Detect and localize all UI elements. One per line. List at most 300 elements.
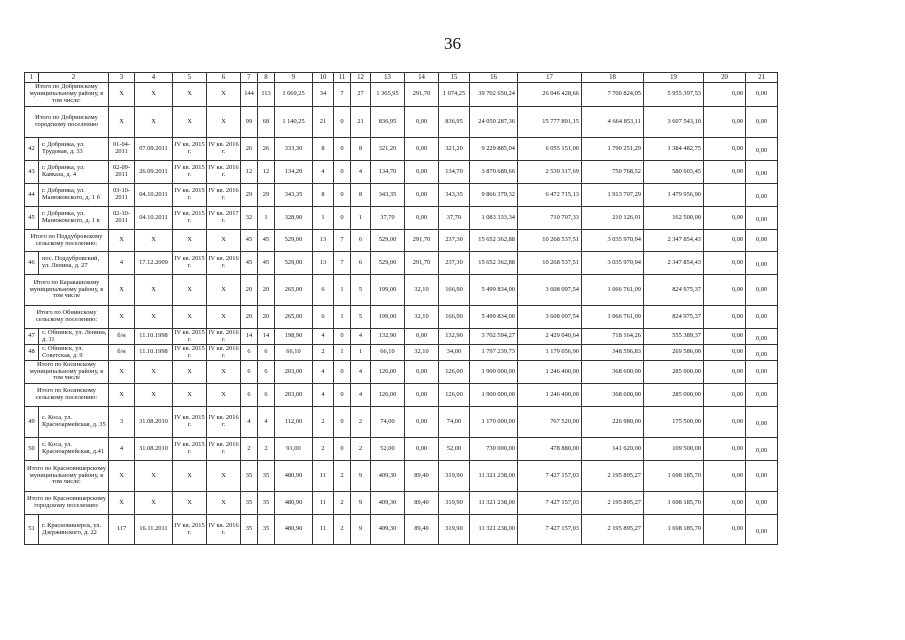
cell-c11: 2 — [334, 461, 351, 492]
cell-c7: 6 — [241, 361, 258, 384]
cell-c5: IV кв. 2015 г. — [173, 438, 207, 461]
cell-c4: 11.10.1998 — [135, 345, 173, 361]
subtotal-label: Итого по Косинскому муниципальному району, в том числе — [25, 361, 109, 384]
cell-c20: 0,00 — [704, 407, 746, 438]
cell-c6: X — [207, 306, 241, 329]
cell-c9: 529,00 — [275, 230, 313, 252]
cell-c21 — [746, 83, 778, 107]
cell-c8: 68 — [258, 107, 275, 138]
cell-c10: 34 — [313, 83, 334, 107]
column-number-row — [25, 73, 778, 83]
cell-c18: 1 066 761,09 — [582, 306, 644, 329]
cell-c21-value: 0,00 — [755, 117, 768, 125]
cell-c5: X — [173, 492, 207, 515]
cell-c19: 580 603,45 — [644, 161, 704, 184]
cell-c13: 1 365,95 — [371, 83, 405, 107]
cell-c12: 6 — [351, 252, 371, 275]
cell-c3: 02-10-2011 — [109, 207, 135, 230]
cell-c11: 0 — [334, 138, 351, 161]
cell-c6: X — [207, 275, 241, 306]
cell-c15: 319,90 — [439, 492, 470, 515]
cell-c14: 0,00 — [405, 407, 439, 438]
cell-c19: 162 500,00 — [644, 207, 704, 230]
cell-c21 — [746, 492, 778, 515]
cell-c21-value: 0,00 — [755, 420, 768, 428]
cell-c5: IV кв. 2015 г. — [173, 161, 207, 184]
cell-c7: 2 — [241, 438, 258, 461]
cell-c15: 321,20 — [439, 138, 470, 161]
cell-c13: 343,35 — [371, 184, 405, 207]
address-cell: г. Добринка, ул. Трудовая, д. 33 — [39, 138, 109, 161]
cell-c5: IV кв. 2015 г. — [173, 515, 207, 545]
cell-c7: 144 — [241, 83, 258, 107]
cell-c10: 11 — [313, 515, 334, 545]
cell-c21-value: 0,00 — [755, 285, 768, 293]
table-row — [25, 184, 778, 207]
table-row — [25, 515, 778, 545]
cell-c4: X — [135, 107, 173, 138]
cell-c20: 0,00 — [704, 438, 746, 461]
cell-c14: 32,10 — [405, 275, 439, 306]
cell-c4: 11.10.1998 — [135, 329, 173, 345]
cell-c9: 112,00 — [275, 407, 313, 438]
cell-c7: 6 — [241, 345, 258, 361]
cell-c20: 0,00 — [704, 461, 746, 492]
cell-c9: 134,20 — [275, 161, 313, 184]
cell-c13: 409,30 — [371, 515, 405, 545]
cell-c21 — [746, 230, 778, 252]
cell-c21 — [746, 361, 778, 384]
page-number: 36 — [444, 34, 461, 53]
cell-c9: 328,90 — [275, 207, 313, 230]
cell-c20: 0,00 — [704, 275, 746, 306]
cell-c4: X — [135, 361, 173, 384]
subtotal-row — [25, 361, 778, 384]
cell-c21 — [746, 384, 778, 407]
column-number: 11 — [334, 73, 351, 83]
cell-c18: 3 035 970,94 — [582, 252, 644, 275]
cell-c13: 74,00 — [371, 407, 405, 438]
row-number: 43 — [25, 161, 39, 184]
cell-c19: 1 698 185,70 — [644, 492, 704, 515]
cell-c13: 66,10 — [371, 345, 405, 361]
cell-c15: 237,30 — [439, 230, 470, 252]
cell-c6: X — [207, 384, 241, 407]
cell-c10: 2 — [313, 345, 334, 361]
cell-c20: 0,00 — [704, 515, 746, 545]
cell-c14: 89,40 — [405, 492, 439, 515]
column-number: 3 — [109, 73, 135, 83]
cell-c9: 1 669,25 — [275, 83, 313, 107]
cell-c19: 824 975,37 — [644, 306, 704, 329]
cell-c7: 45 — [241, 252, 258, 275]
address-cell: с. Коса, ул. Красноармейская, д.41 — [39, 438, 109, 461]
cell-c5: X — [173, 461, 207, 492]
cell-c9: 480,90 — [275, 492, 313, 515]
cell-c6: IV кв. 2016 г. — [207, 515, 241, 545]
cell-c16: 15 652 362,88 — [470, 230, 518, 252]
cell-c18: 750 768,52 — [582, 161, 644, 184]
cell-c11: 0 — [334, 438, 351, 461]
cell-c15: 836,95 — [439, 107, 470, 138]
cell-c4: 31.08.2010 — [135, 438, 173, 461]
cell-c17: 1 246 400,00 — [518, 361, 582, 384]
cell-c12: 8 — [351, 138, 371, 161]
cell-c11: 1 — [334, 306, 351, 329]
cell-c12: 9 — [351, 515, 371, 545]
cell-c8: 35 — [258, 461, 275, 492]
cell-c5: IV кв. 2015 г. — [173, 207, 207, 230]
row-number: 49 — [25, 407, 39, 438]
cell-c11: 0 — [334, 207, 351, 230]
cell-c6: IV кв. 2016 г. — [207, 184, 241, 207]
column-number: 6 — [207, 73, 241, 83]
cell-c14: 0,00 — [405, 184, 439, 207]
cell-c7: 35 — [241, 461, 258, 492]
cell-c20 — [704, 184, 746, 207]
cell-c16: 11 321 238,00 — [470, 492, 518, 515]
cell-c3: 02-09-2011 — [109, 161, 135, 184]
cell-c18: 1 790 251,29 — [582, 138, 644, 161]
cell-c3: X — [109, 107, 135, 138]
cell-c11: 0 — [334, 361, 351, 384]
cell-c12: 5 — [351, 275, 371, 306]
cell-c5: X — [173, 230, 207, 252]
cell-c9: 91,00 — [275, 438, 313, 461]
cell-c9: 343,35 — [275, 184, 313, 207]
column-number: 8 — [258, 73, 275, 83]
cell-c20: 0,00 — [704, 161, 746, 184]
column-number: 1 — [25, 73, 39, 83]
cell-c13: 529,00 — [371, 252, 405, 275]
cell-c21-value: 0,00 — [755, 170, 768, 178]
column-number: 19 — [644, 73, 704, 83]
address-cell: г. Красновишерск, ул. Дзержинского, д. 22 — [39, 515, 109, 545]
cell-c19: 109 500,00 — [644, 438, 704, 461]
row-number: 45 — [25, 207, 39, 230]
cell-c15: 126,00 — [439, 361, 470, 384]
cell-c12: 2 — [351, 438, 371, 461]
cell-c17: 710 707,33 — [518, 207, 582, 230]
cell-c5: X — [173, 107, 207, 138]
cell-c19: 555 389,37 — [644, 329, 704, 345]
cell-c11: 0 — [334, 384, 351, 407]
cell-c11: 0 — [334, 407, 351, 438]
cell-c3: X — [109, 230, 135, 252]
table-row — [25, 329, 778, 345]
address-cell: с. Коса, ул. Красноармейская, д. 35 — [39, 407, 109, 438]
cell-c13: 199,00 — [371, 306, 405, 329]
cell-c6: X — [207, 492, 241, 515]
cell-c16: 9 866 379,32 — [470, 184, 518, 207]
cell-c21-value: 0,00 — [755, 498, 768, 506]
cell-c16: 5 499 834,00 — [470, 306, 518, 329]
cell-c13: 321,20 — [371, 138, 405, 161]
cell-c18: 7 700 824,05 — [582, 83, 644, 107]
subtotal-label: Итого по Косинскому сельскому поселению: — [25, 384, 109, 407]
cell-c15: 74,00 — [439, 407, 470, 438]
cell-c11: 7 — [334, 230, 351, 252]
cell-c13: 52,00 — [371, 438, 405, 461]
column-number: 16 — [470, 73, 518, 83]
cell-c17: 1 179 056,90 — [518, 345, 582, 361]
cell-c16: 9 229 885,04 — [470, 138, 518, 161]
cell-c4: X — [135, 461, 173, 492]
cell-c12: 27 — [351, 83, 371, 107]
cell-c11: 0 — [334, 329, 351, 345]
cell-c5: IV кв. 2015 г. — [174, 344, 205, 359]
cell-c5: IV кв. 2015 г. — [173, 407, 207, 438]
cell-c3: 4 — [109, 438, 135, 461]
cell-c10: 11 — [313, 461, 334, 492]
cell-c15: 1 074,25 — [439, 83, 470, 107]
cell-c19: 269 586,00 — [644, 345, 704, 361]
cell-c8: 45 — [258, 230, 275, 252]
cell-c7: 35 — [241, 515, 258, 545]
cell-c16: 1 900 000,00 — [470, 384, 518, 407]
cell-c8: 1 — [258, 207, 275, 230]
cell-c17: 7 427 157,03 — [518, 461, 582, 492]
cell-c15: 52,00 — [439, 438, 470, 461]
cell-c16: 1 797 239,73 — [470, 345, 518, 361]
cell-c14: 89,40 — [405, 461, 439, 492]
row-number: 48 — [25, 345, 39, 361]
subtotal-label: Итого по Поддубровскому сельскому поселению: — [25, 230, 109, 252]
cell-c20: 0,00 — [704, 492, 746, 515]
cell-c17: 7 427 157,03 — [518, 492, 582, 515]
cell-c14: 0,00 — [405, 384, 439, 407]
cell-c15: 319,90 — [439, 515, 470, 545]
cell-c10: 4 — [313, 361, 334, 384]
cell-c16: 11 321 238,00 — [470, 461, 518, 492]
cell-c3: X — [109, 461, 135, 492]
cell-c7: 14 — [241, 329, 258, 345]
cell-c6: IV кв. 2016 г. — [207, 438, 241, 461]
cell-c12: 4 — [351, 384, 371, 407]
cell-c18: 141 620,00 — [582, 438, 644, 461]
column-number: 4 — [135, 73, 173, 83]
cell-c10: 6 — [313, 306, 334, 329]
cell-c10: 2 — [313, 407, 334, 438]
cell-c10: 1 — [313, 207, 334, 230]
cell-c15: 166,90 — [439, 275, 470, 306]
cell-c21-value: 0,00 — [755, 367, 768, 375]
cell-c14: 291,70 — [405, 230, 439, 252]
cell-c5: X — [173, 83, 207, 107]
cell-c18: 3 035 970,94 — [582, 230, 644, 252]
cell-c13: 409,30 — [371, 492, 405, 515]
cell-c4: X — [135, 306, 173, 329]
cell-c13: 37,70 — [371, 207, 405, 230]
cell-c7: 12 — [241, 161, 258, 184]
cell-c6: X — [207, 107, 241, 138]
cell-c9: 333,30 — [275, 138, 313, 161]
column-number: 5 — [173, 73, 207, 83]
cell-c14: 0,00 — [405, 107, 439, 138]
cell-c14: 291,70 — [405, 252, 439, 275]
cell-c8: 35 — [258, 492, 275, 515]
cell-c21 — [746, 184, 778, 207]
cell-c3: X — [109, 384, 135, 407]
cell-c6: IV кв. 2016 г. — [207, 407, 241, 438]
cell-c15: 343,35 — [439, 184, 470, 207]
cell-c21 — [746, 107, 778, 138]
cell-c3: 01-04-2011 — [109, 138, 135, 161]
cell-c10: 21 — [313, 107, 334, 138]
cell-c7: 20 — [241, 306, 258, 329]
cell-c5: X — [173, 306, 207, 329]
cell-c18: 368 600,00 — [582, 361, 644, 384]
cell-c15: 134,70 — [439, 161, 470, 184]
cell-c9: 203,00 — [275, 361, 313, 384]
cell-c4: X — [135, 230, 173, 252]
subtotal-row — [25, 306, 778, 329]
cell-c19: 3 607 543,10 — [644, 107, 704, 138]
table-row — [25, 438, 778, 461]
cell-c12: 8 — [351, 184, 371, 207]
cell-c6: X — [207, 230, 241, 252]
cell-c20: 0,00 — [704, 138, 746, 161]
cell-c14: 0,00 — [405, 438, 439, 461]
cell-c18: 348 596,83 — [582, 345, 644, 361]
cell-c16: 3 702 594,27 — [470, 329, 518, 345]
cell-c15: 166,90 — [439, 306, 470, 329]
cell-c13: 836,95 — [371, 107, 405, 138]
cell-c5: IV кв. 2015 г. — [173, 138, 207, 161]
cell-c9: 198,90 — [275, 329, 313, 345]
cell-c12: 2 — [351, 407, 371, 438]
table-row — [25, 207, 778, 230]
cell-c3: б/н — [109, 345, 135, 361]
cell-c4: 26.09.2011 — [135, 161, 173, 184]
cell-c19: 175 500,00 — [644, 407, 704, 438]
cell-c20: 0,00 — [704, 384, 746, 407]
cell-c9: 203,00 — [275, 384, 313, 407]
subtotal-row — [25, 384, 778, 407]
cell-c8: 20 — [258, 306, 275, 329]
cell-c3: X — [109, 361, 135, 384]
cell-c7: 99 — [241, 107, 258, 138]
column-number: 20 — [704, 73, 746, 83]
row-number: 46 — [25, 252, 39, 275]
subtotal-row — [25, 83, 778, 107]
cell-c21 — [746, 329, 778, 345]
table-row — [25, 407, 778, 438]
subtotal-row — [25, 230, 778, 252]
cell-c14: 0,00 — [405, 138, 439, 161]
cell-c14: 0,00 — [405, 361, 439, 384]
cell-c15: 37,70 — [439, 207, 470, 230]
cell-c6: IV кв. 2017 г. — [207, 207, 241, 230]
cell-c12: 1 — [351, 345, 371, 361]
housing-program-table — [24, 72, 778, 545]
cell-c17: 3 608 097,54 — [518, 306, 582, 329]
cell-c20: 0,00 — [704, 252, 746, 275]
table-row — [25, 252, 778, 275]
row-number: 42 — [25, 138, 39, 161]
cell-c21 — [746, 515, 778, 545]
cell-c17: 10 268 537,51 — [518, 230, 582, 252]
cell-c4: 17.12.2009 — [135, 252, 173, 275]
subtotal-label: Итого по Добринскому городскому поселению — [25, 107, 109, 138]
cell-c8: 29 — [258, 184, 275, 207]
cell-c7: 4 — [241, 407, 258, 438]
cell-c12: 1 — [351, 207, 371, 230]
table-row — [25, 161, 778, 184]
cell-c18: 368 600,00 — [582, 384, 644, 407]
cell-c21-value: 0,00 — [755, 350, 768, 358]
cell-c19: 1 698 185,70 — [644, 515, 704, 545]
cell-c17: 2 429 040,64 — [518, 329, 582, 345]
cell-c19: 285 000,00 — [644, 384, 704, 407]
subtotal-label: Итого по Красновишерскому городскому поселению: — [25, 492, 109, 515]
cell-c18: 210 126,01 — [582, 207, 644, 230]
cell-c18: 4 664 853,11 — [582, 107, 644, 138]
cell-c21 — [746, 207, 778, 230]
cell-c5: X — [173, 275, 207, 306]
cell-c15: 319,90 — [439, 461, 470, 492]
cell-c8: 26 — [258, 138, 275, 161]
cell-c8: 113 — [258, 83, 275, 107]
cell-c13: 409,30 — [371, 461, 405, 492]
cell-c3: 3 — [109, 407, 135, 438]
cell-c14: 89,40 — [405, 515, 439, 545]
cell-c21 — [746, 138, 778, 161]
cell-c16: 730 000,00 — [470, 438, 518, 461]
cell-c10: 11 — [313, 492, 334, 515]
cell-c19: 2 347 854,43 — [644, 230, 704, 252]
cell-c21 — [746, 461, 778, 492]
cell-c10: 8 — [313, 184, 334, 207]
cell-c20: 0,00 — [704, 329, 746, 345]
cell-c18: 226 980,00 — [582, 407, 644, 438]
subtotal-label: Итого по Каракашскому муниципальному району, в том числе — [25, 275, 109, 306]
cell-c10: 13 — [313, 230, 334, 252]
cell-c17: 767 520,00 — [518, 407, 582, 438]
cell-c19: 1 698 185,70 — [644, 461, 704, 492]
subtotal-row — [25, 107, 778, 138]
cell-c15: 34,00 — [439, 345, 470, 361]
cell-c12: 5 — [351, 306, 371, 329]
column-number: 12 — [351, 73, 371, 83]
cell-c8: 6 — [258, 361, 275, 384]
column-number: 15 — [439, 73, 470, 83]
address-cell: г. Добринка, ул. Манюковского, д. 1 в — [39, 207, 109, 230]
cell-c21 — [746, 252, 778, 275]
address-cell: с. Обнинск, ул. Ленина, д. 11 — [39, 329, 109, 345]
cell-c14: 0,00 — [405, 329, 439, 345]
cell-c17: 3 608 097,54 — [518, 275, 582, 306]
cell-c12: 4 — [351, 329, 371, 345]
cell-c4: X — [135, 275, 173, 306]
cell-c11: 0 — [334, 161, 351, 184]
cell-c7: 35 — [241, 492, 258, 515]
cell-c10: 13 — [313, 252, 334, 275]
cell-c4: 07.09.2011 — [135, 138, 173, 161]
cell-c16: 24 050 287,36 — [470, 107, 518, 138]
cell-c16: 3 870 689,66 — [470, 161, 518, 184]
cell-c7: 45 — [241, 230, 258, 252]
cell-c16: 39 702 650,24 — [470, 83, 518, 107]
subtotal-row — [25, 461, 778, 492]
cell-c10: 4 — [313, 384, 334, 407]
cell-c21-value: 0,00 — [755, 216, 768, 224]
column-number: 14 — [405, 73, 439, 83]
cell-c17: 6 055 151,00 — [518, 138, 582, 161]
cell-c21-value: 0,00 — [755, 471, 768, 479]
cell-c10: 8 — [313, 138, 334, 161]
cell-c21-value: 0,00 — [755, 193, 768, 201]
